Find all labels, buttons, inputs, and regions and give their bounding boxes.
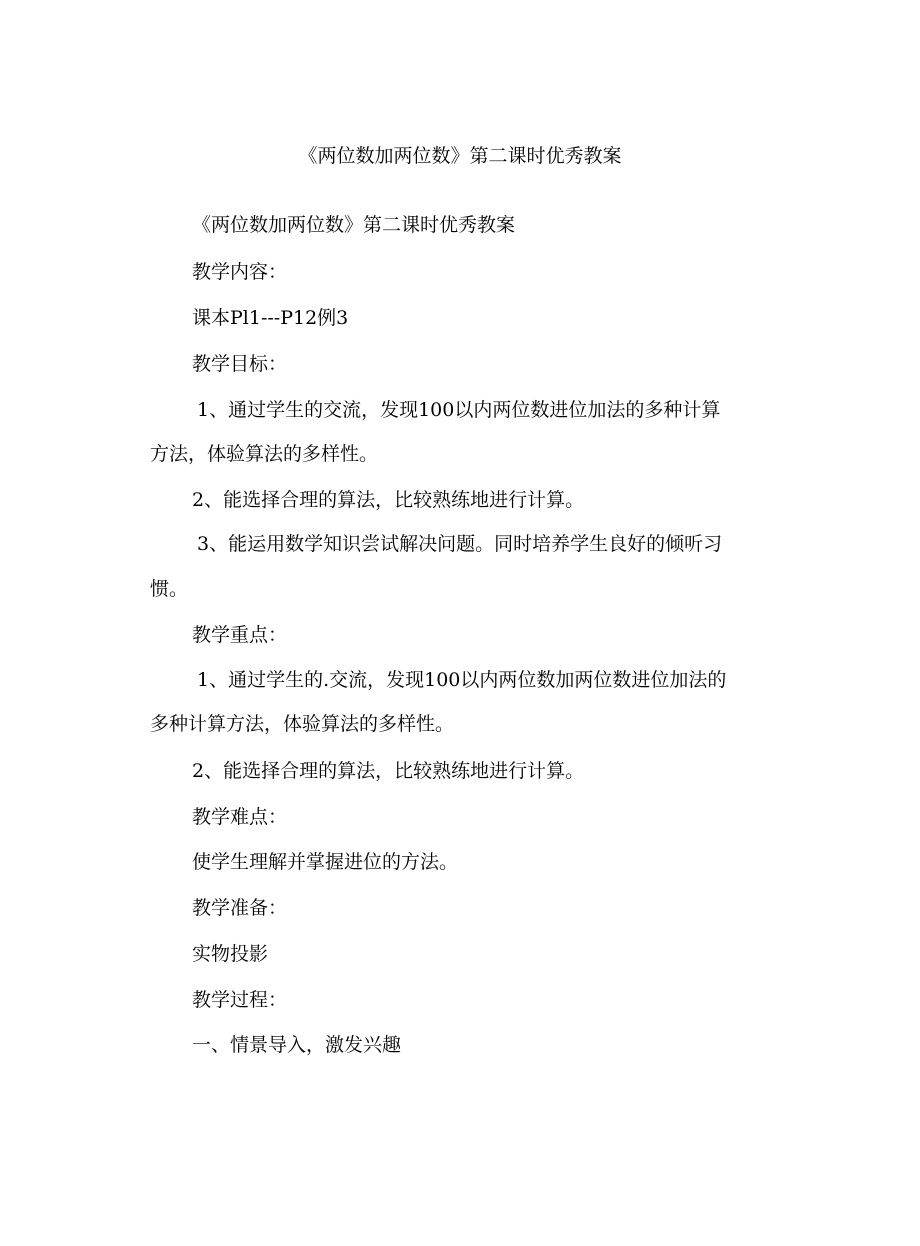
- heading-section-1: 一、情景导入，激发兴趣: [192, 1034, 402, 1056]
- paragraph-goal-3-line-2: 惯。: [150, 578, 189, 600]
- heading-teaching-content: 教学内容：: [192, 261, 288, 283]
- paragraph-preparation: 实物投影: [192, 943, 269, 965]
- heading-process: 教学过程：: [192, 989, 288, 1011]
- paragraph-goal-2: 2、能选择合理的算法，比较熟练地进行计算。: [192, 489, 585, 511]
- heading-preparation: 教学准备：: [192, 897, 288, 919]
- heading-key-points: 教学重点：: [192, 624, 288, 646]
- heading-difficulties: 教学难点：: [192, 806, 288, 828]
- paragraph-goal-1-line-2: 方法，体验算法的多样性。: [150, 443, 379, 465]
- paragraph-subtitle: 《两位数加两位数》第二课时优秀教案: [192, 214, 516, 236]
- paragraph-goal-1-line-1: 1、通过学生的交流，发现100以内两位数进位加法的多种计算: [197, 399, 721, 421]
- paragraph-key-1-line-2: 多种计算方法，体验算法的多样性。: [150, 713, 455, 735]
- paragraph-key-2: 2、能选择合理的算法，比较熟练地进行计算。: [192, 760, 585, 782]
- paragraph-textbook-pages: 课本Pl1---P12例3: [192, 307, 349, 329]
- heading-teaching-goals: 教学目标：: [192, 353, 288, 375]
- paragraph-goal-3-line-1: 3、能运用数学知识尝试解决问题。同时培养学生良好的倾听习: [197, 533, 723, 555]
- paragraph-difficulty: 使学生理解并掌握进位的方法。: [192, 851, 459, 873]
- paragraph-key-1-line-1: 1、通过学生的.交流，发现100以内两位数加两位数进位加法的: [197, 669, 727, 691]
- document-title: 《两位数加两位数》第二课时优秀教案: [298, 145, 622, 167]
